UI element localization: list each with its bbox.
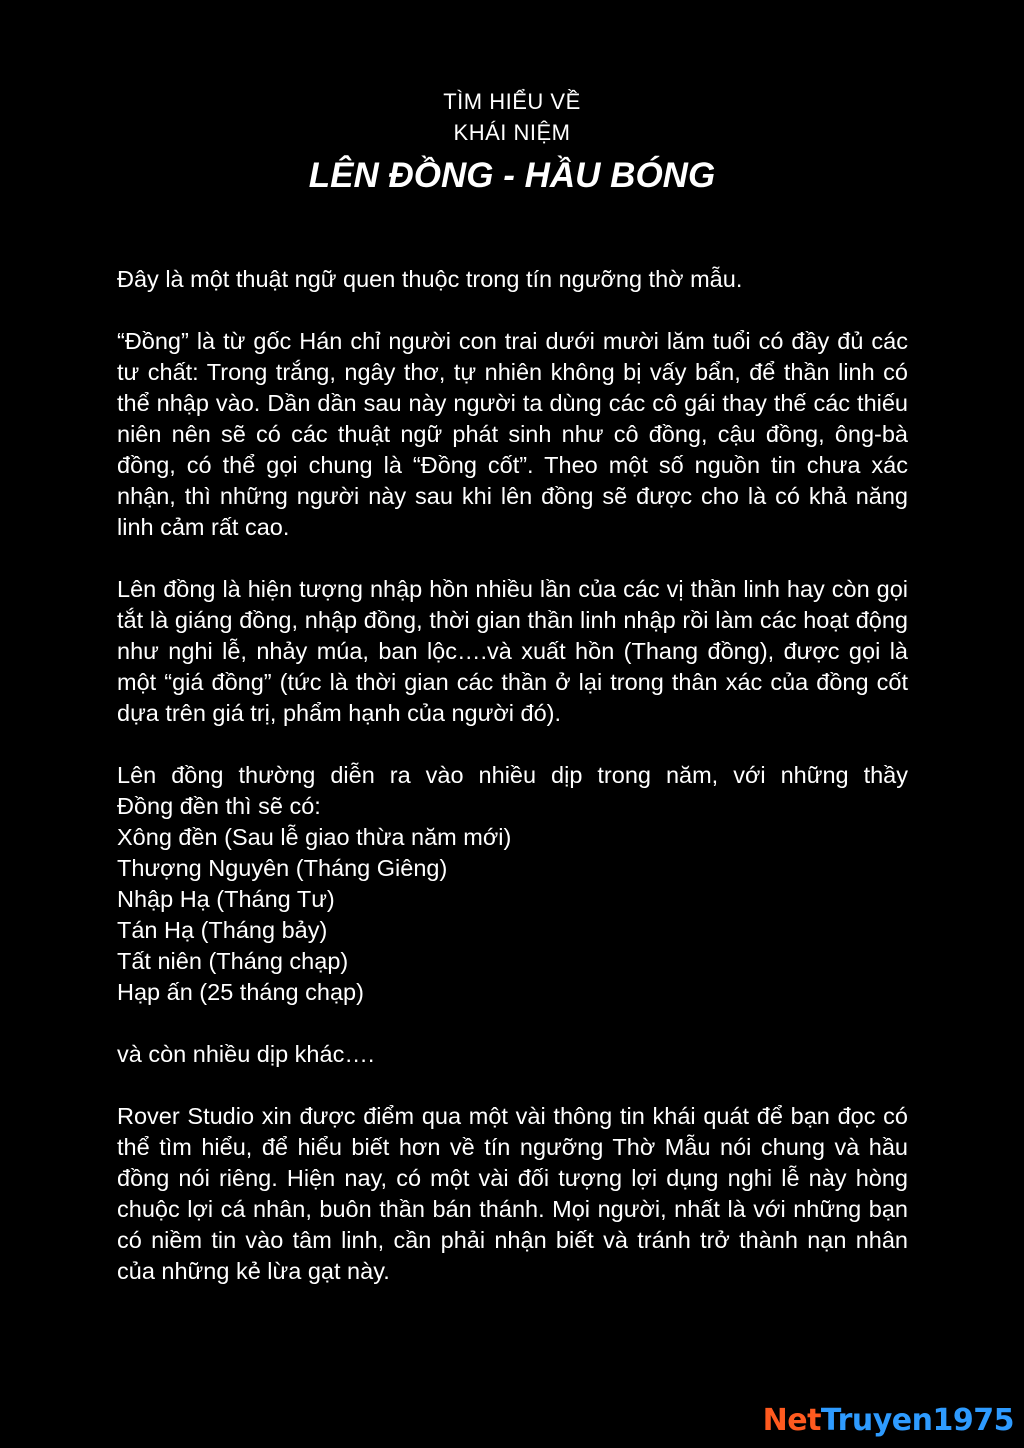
article-body [117, 264, 908, 1318]
occasion-item: Thượng Nguyên (Tháng Giêng) [117, 855, 448, 881]
paragraph-closing: Rover Studio xin được điểm qua một vài thông tin khái quát để bạn đọc có thể tìm hiểu, để hiểu biết hơn về tín ngưỡng Thờ Mẫu nói chung và hầu đồng nói riêng. Hiện nay, có một vài đối tượng lợi dụng nghi lễ này hòng chuộc lợi cá nhân, buôn thần bán thánh. Mọi người, nhất là với những bạn có niềm tin vào tâm linh, cần phải nhận biết và tránh trở thành nạn nhân của những kẻ lừa gạt này. [117, 1103, 908, 1284]
paragraph-other-occasions: và còn nhiều dịp khác…. [117, 1041, 375, 1067]
page-header [0, 86, 1024, 198]
occasions-block [117, 760, 908, 1008]
occasion-item: Nhập Hạ (Tháng Tư) [117, 886, 335, 912]
site-watermark-logo [763, 1404, 1014, 1438]
paragraph-intro: Đây là một thuật ngữ quen thuộc trong tín ngưỡng thờ mẫu. [117, 266, 743, 292]
occasion-item: Hạp ấn (25 tháng chạp) [117, 979, 364, 1005]
page-title: LÊN ĐỒNG - HẦU BÓNG [308, 156, 716, 195]
occasion-item: Xông đền (Sau lễ giao thừa năm mới) [117, 824, 512, 850]
watermark-part-net: Net [762, 1403, 821, 1438]
watermark-part-truyen: Truyen [820, 1403, 933, 1438]
paragraph-dong-definition: “Đồng” là từ gốc Hán chỉ người con trai dưới mười lăm tuổi có đầy đủ các tư chất: Trong trắng, ngây thơ, tự nhiên không bị vấy bẩn, để thần linh có thể nhập vào. Dần dần sau này người ta dùng các cô gái thay thế các thiếu niên nên sẽ có các thuật ngữ phát sinh như cô đồng, cậu đồng, ông-bà đồng, có thể gọi chung là “Đồng cốt”. Theo một số nguồn tin chưa xác nhận, thì những người này sau khi lên đồng sẽ được cho là có khả năng linh cảm rất cao. [117, 328, 908, 540]
watermark-part-number: 1975 [932, 1403, 1014, 1438]
occasions-intro-line-2: Đồng đền thì sẽ có: [117, 793, 321, 819]
paragraph-len-dong-definition: Lên đồng là hiện tượng nhập hồn nhiều lần của các vị thần linh hay còn gọi tắt là giáng đồng, nhập đồng, thời gian thần linh nhập rồi làm các hoạt động như nghi lễ, nhảy múa, ban lộc….và xuất hồn (Thang đồng), được gọi là một “giá đồng” (tức là thời gian các thần ở lại trong thân xác của đồng cốt dựa trên giá trị, phẩm hạnh của người đó). [117, 576, 908, 726]
occasions-intro-line-1: Lên đồng thường diễn ra vào nhiều dịp trong năm, với những thầy [117, 762, 908, 788]
occasion-item: Tất niên (Tháng chạp) [117, 948, 349, 974]
occasion-item: Tán Hạ (Tháng bảy) [117, 917, 328, 943]
kicker-line-2: KHÁI NIỆM [453, 120, 571, 145]
kicker-line-1: TÌM HIỂU VỀ [443, 89, 581, 114]
